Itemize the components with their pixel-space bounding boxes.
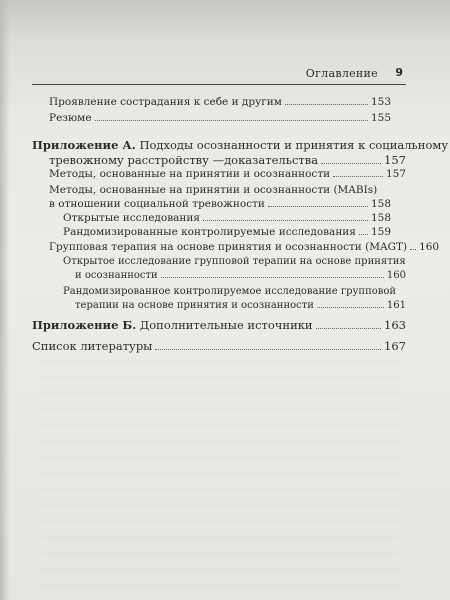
toc-page-number: 159 [370,226,391,238]
toc-page-number: 163 [384,318,406,332]
toc-entry-text: Групповая терапия на основе принятия и осознанности (MAGT) [49,241,408,253]
toc-page-number: 161 [386,300,406,311]
toc-page-number: 167 [384,339,406,353]
appendix-b-title: Дополнительные источники [139,318,313,332]
leader-dots [359,234,368,235]
toc-appendix-a-line1 [32,138,448,152]
leader-dots [317,307,384,308]
appendix-a-label: Приложение А. [32,138,136,152]
leader-dots [95,120,368,121]
toc-entry-text: Рандомизированные контролируемые исследования [63,226,356,238]
leader-dots [161,277,384,278]
toc-magt-rct-line1: Рандомизированное контролируемое исследование групповой [63,286,397,297]
toc-entry-text: Резюме [49,112,92,124]
toc-page-number: 157 [385,168,406,180]
toc-entry-text: Методы, основанные на принятии и осознанности [49,168,331,180]
toc-mabis-line1: Методы, основанные на принятии и осознанности (MABIs) [49,184,378,196]
toc-entry-text: и осознанности [75,270,158,281]
toc-entry-compassion [49,96,391,108]
appendix-a-title-line2: тревожному расстройству —доказательства [49,153,319,167]
toc-entry-rct [63,226,391,238]
toc-entry-text: Открытые исследования [63,212,200,224]
leader-dots [410,249,416,250]
toc-entry-appendix-a [49,153,406,167]
toc-page-number: 158 [370,198,391,210]
toc-entry-summary [49,112,391,124]
toc-entry-text [32,318,313,332]
toc-magt-open-line1: Открытое исследование групповой терапии на основе принятия [63,256,406,267]
toc-entry-text: Список литературы [32,339,153,353]
toc-entry-references [32,339,406,353]
toc-page-number: 160 [386,270,406,281]
leader-dots [155,349,381,350]
page-edge-shadow [0,0,10,600]
toc-page-number: 153 [370,96,391,108]
appendix-b-label: Приложение Б. [32,318,137,332]
toc-entry-magt [49,241,440,253]
toc-entry-magt-open [75,270,406,281]
toc-page-number: 158 [370,212,391,224]
toc-page-number: 157 [384,153,406,167]
toc-page-number: 155 [370,112,391,124]
leader-dots [321,163,381,164]
leader-dots [333,176,383,177]
show-through-text [40,360,400,590]
toc-entry-magt-rct [75,300,406,311]
toc-page-number: 160 [419,241,440,253]
header-page-number: 9 [395,66,403,79]
running-header [32,67,406,81]
toc-entry-methods [49,168,406,180]
leader-dots [316,328,381,329]
toc-entry-open-studies [63,212,391,224]
header-title: Оглавление [305,67,378,80]
header-rule [32,84,406,85]
toc-entry-text: в отношении социальной тревожности [49,198,265,210]
leader-dots [203,220,368,221]
leader-dots [285,104,368,105]
appendix-a-title-line1: Подходы осознанности и принятия к социальному [139,138,449,152]
toc-entry-appendix-b [32,318,406,332]
toc-entry-text: терапии на основе принятия и осознанности [75,300,314,311]
toc-entry-mabis [49,198,391,210]
leader-dots [268,206,368,207]
toc-entry-text: Проявление сострадания к себе и другим [49,96,282,108]
